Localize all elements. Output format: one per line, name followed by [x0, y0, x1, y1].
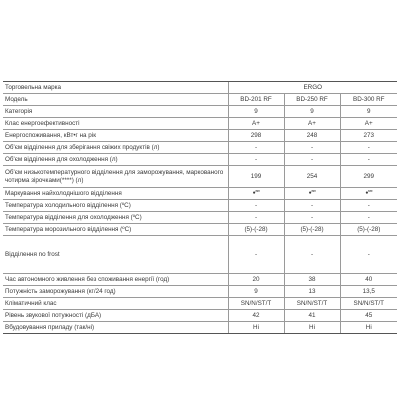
- row-value-model-3: (5)-(-28): [340, 224, 397, 236]
- row-value-model-3: 13,5: [340, 286, 397, 298]
- brand-label: Торговельна марка: [3, 82, 228, 94]
- row-value-model-2: Hi: [284, 322, 340, 334]
- row-value-model-2: -: [284, 212, 340, 224]
- row-value-model-1: 42: [228, 310, 284, 322]
- row-value-model-3: -: [340, 200, 397, 212]
- row-value-model-2: BD-250 RF: [284, 94, 340, 106]
- table-row: [3, 322, 397, 334]
- row-value-model-3: -: [340, 212, 397, 224]
- row-label: Кліматичний клас: [3, 298, 228, 310]
- row-label: Час автономного живлення без споживання енергії (год): [3, 274, 228, 286]
- row-label: Категорія: [3, 106, 228, 118]
- row-value-model-1: A+: [228, 118, 284, 130]
- row-value-model-3: -: [340, 236, 397, 274]
- row-label: Температура відділення для охолодження (ºC): [3, 212, 228, 224]
- table-row: [3, 274, 397, 286]
- table-row: [3, 188, 397, 200]
- row-value-model-3: 299: [340, 166, 397, 188]
- row-label: Маркування найхолоднішого відділення: [3, 188, 228, 200]
- row-value-model-3: 273: [340, 130, 397, 142]
- specifications-table: [3, 81, 397, 334]
- row-label: Відділення no frost: [3, 236, 228, 274]
- row-value-model-2: -: [284, 200, 340, 212]
- row-label: Рівень звукової потужності (дБА): [3, 310, 228, 322]
- table-row: [3, 286, 397, 298]
- table-row: [3, 200, 397, 212]
- row-label: Потужність заморожування (кг/24 год): [3, 286, 228, 298]
- table-row: [3, 130, 397, 142]
- row-value-model-1: BD-201 RF: [228, 94, 284, 106]
- table-row: [3, 94, 397, 106]
- row-value-model-3: A+: [340, 118, 397, 130]
- row-value-model-1: 20: [228, 274, 284, 286]
- table-row: [3, 118, 397, 130]
- row-value-model-3: SN/N/ST/T: [340, 298, 397, 310]
- row-label: Енергоспоживання, кВт•г на рік: [3, 130, 228, 142]
- row-label: Об'єм відділення для зберігання свіжих продуктів (л): [3, 142, 228, 154]
- row-value-model-1: 9: [228, 106, 284, 118]
- row-value-model-2: 248: [284, 130, 340, 142]
- table-row: [3, 142, 397, 154]
- row-value-model-1: -: [228, 212, 284, 224]
- table-row: [3, 298, 397, 310]
- row-value-model-1: 199: [228, 166, 284, 188]
- row-label: Об'єм відділення для охолодження (л): [3, 154, 228, 166]
- row-label: Температура холодильного відділення (ºC): [3, 200, 228, 212]
- row-value-model-2: 13: [284, 286, 340, 298]
- row-value-model-1: ●***: [228, 188, 284, 200]
- table-row: [3, 224, 397, 236]
- row-value-model-2: -: [284, 142, 340, 154]
- row-label: Температура морозильного відділення (ºC): [3, 224, 228, 236]
- table-row: [3, 310, 397, 322]
- row-value-model-3: -: [340, 142, 397, 154]
- row-value-model-3: -: [340, 154, 397, 166]
- row-value-model-1: -: [228, 154, 284, 166]
- table-row: [3, 166, 397, 188]
- row-value-model-2: -: [284, 154, 340, 166]
- row-label: Клас енергоефективності: [3, 118, 228, 130]
- row-value-model-1: -: [228, 142, 284, 154]
- brand-value: ERGO: [228, 82, 397, 94]
- table-row: [3, 212, 397, 224]
- row-value-model-2: 38: [284, 274, 340, 286]
- row-label: Модель: [3, 94, 228, 106]
- row-value-model-2: ●***: [284, 188, 340, 200]
- row-value-model-2: A+: [284, 118, 340, 130]
- row-label: Об'єм низькотемпературного відділення для заморожування, маркованого чотирма зірочками(****) (л): [3, 166, 228, 188]
- row-value-model-3: 45: [340, 310, 397, 322]
- table-row: [3, 154, 397, 166]
- specifications-table-body: [3, 82, 397, 334]
- row-value-model-1: 298: [228, 130, 284, 142]
- row-value-model-2: SN/N/ST/T: [284, 298, 340, 310]
- row-value-model-3: Hi: [340, 322, 397, 334]
- row-value-model-1: Hi: [228, 322, 284, 334]
- table-row: [3, 106, 397, 118]
- row-value-model-3: ●***: [340, 188, 397, 200]
- table-row: [3, 236, 397, 274]
- row-value-model-2: (5)-(-28): [284, 224, 340, 236]
- row-value-model-1: 9: [228, 286, 284, 298]
- row-value-model-1: SN/N/ST/T: [228, 298, 284, 310]
- row-value-model-2: -: [284, 236, 340, 274]
- row-value-model-2: 9: [284, 106, 340, 118]
- row-value-model-3: BD-300 RF: [340, 94, 397, 106]
- row-value-model-3: 40: [340, 274, 397, 286]
- row-value-model-3: 9: [340, 106, 397, 118]
- row-label: Вбудовування приладу (так/ні): [3, 322, 228, 334]
- brand-row: [3, 82, 397, 94]
- row-value-model-2: 41: [284, 310, 340, 322]
- row-value-model-1: -: [228, 236, 284, 274]
- row-value-model-2: 254: [284, 166, 340, 188]
- row-value-model-1: -: [228, 200, 284, 212]
- row-value-model-1: (5)-(-28): [228, 224, 284, 236]
